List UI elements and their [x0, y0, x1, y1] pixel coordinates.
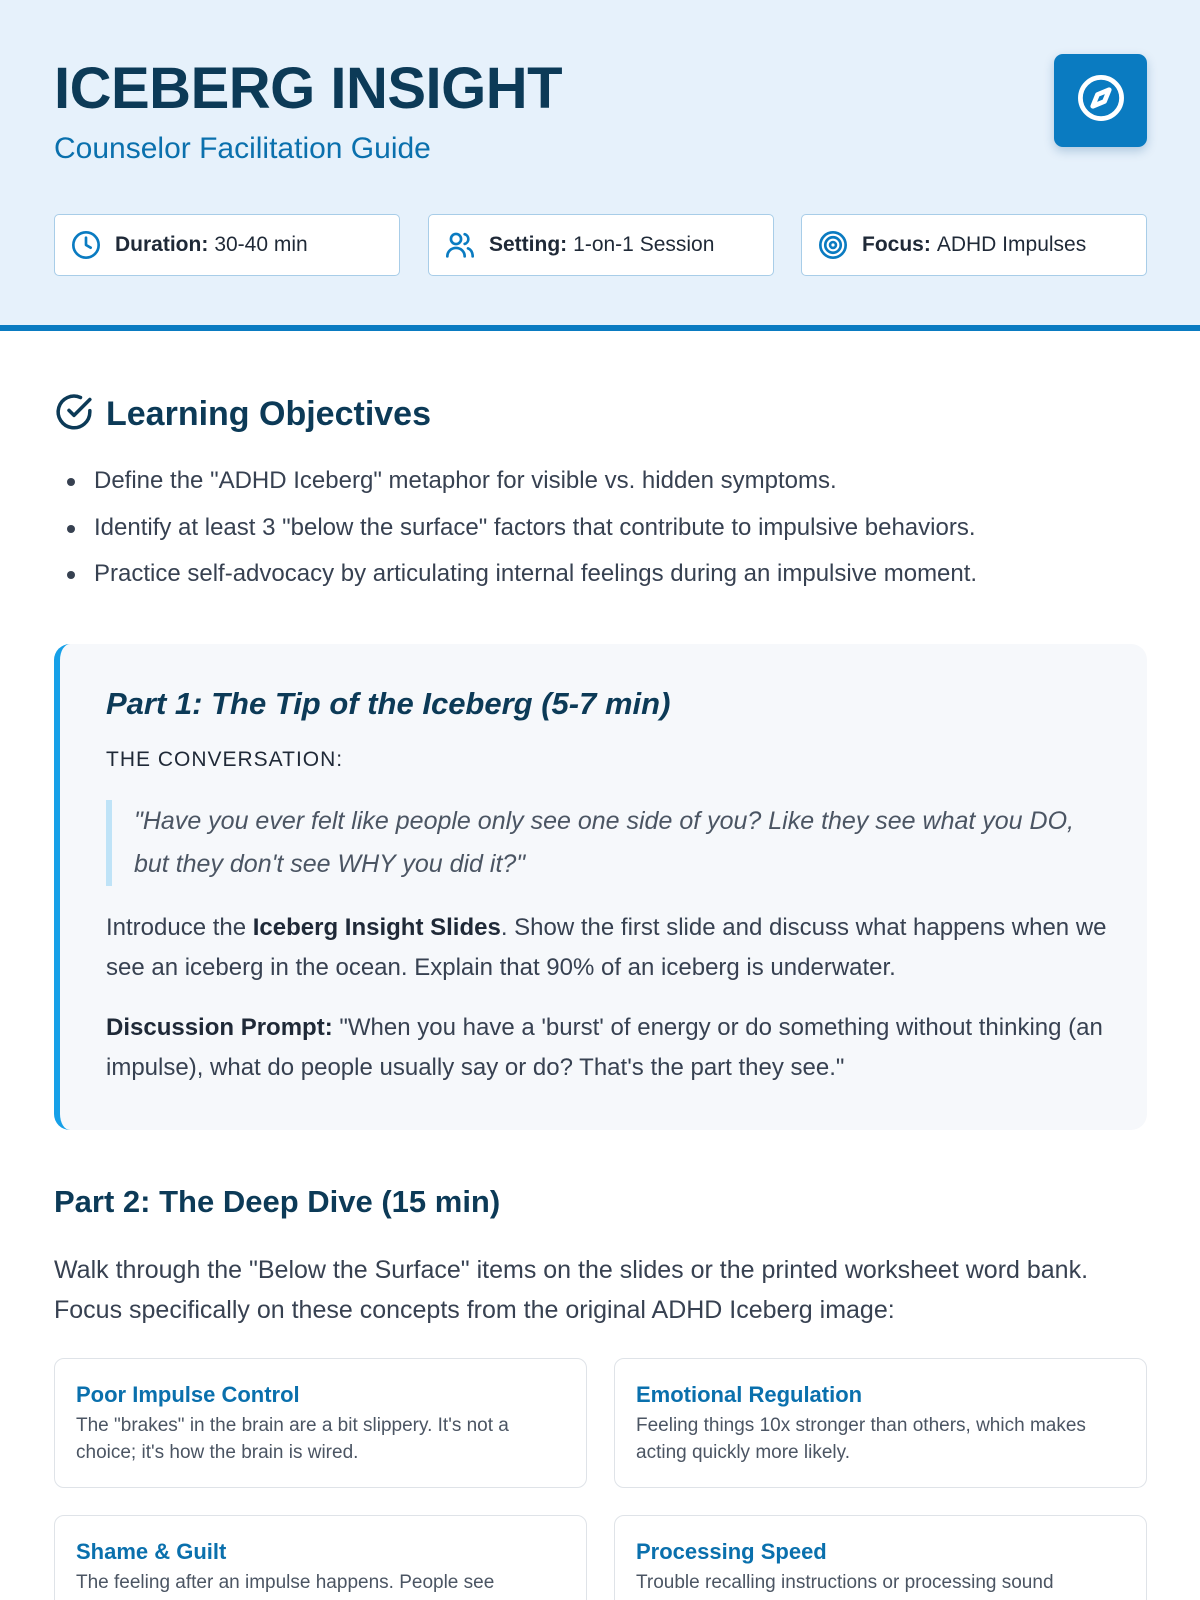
- part1-intro-text-2: . Show the first slide and discuss what happens when we see an iceberg in the ocean. Explain that 90% of an iceberg is underwater.: [106, 914, 1107, 981]
- list-item: Practice self-advocacy by articulating internal feelings during an impulsive moment.: [64, 551, 1164, 598]
- part1-quote: "Have you ever felt like people only see one side of you? Like they see what you DO, but they don't see WHY you did it?": [106, 800, 1096, 886]
- page-subtitle: Counselor Facilitation Guide: [54, 132, 431, 165]
- part2-title: Part 2: The Deep Dive (15 min): [54, 1184, 501, 1219]
- discussion-prompt-text: "When you have a 'burst' of energy or do something without thinking (an impulse), what do people usually say or do? That's the part they see.": [106, 1014, 1103, 1081]
- list-item: Define the "ADHD Iceberg" metaphor for visible vs. hidden symptoms.: [64, 458, 1164, 505]
- header-banner: [0, 0, 1200, 331]
- part1-title: Part 1: The Tip of the Iceberg (5-7 min): [106, 686, 671, 721]
- users-icon: [443, 228, 477, 262]
- concept-title: Processing Speed: [636, 1539, 827, 1564]
- concept-description: Trouble recalling instructions or processing sound: [636, 1572, 1054, 1593]
- clock-icon: [69, 228, 103, 262]
- concept-card: [54, 1515, 587, 1600]
- meta-focus: [801, 214, 1147, 276]
- meta-focus-value: ADHD Impulses: [936, 233, 1087, 256]
- target-icon: [816, 228, 850, 262]
- discussion-prompt-label: Discussion Prompt:: [106, 1014, 333, 1041]
- concept-description: Feeling things 10x stronger than others, which makes acting quickly more likely.: [636, 1415, 1086, 1463]
- part1-panel: [54, 644, 1147, 1130]
- part2-intro: Walk through the "Below the Surface" items on the slides or the printed worksheet word bank. Focus specifically on these concepts from the original ADHD Iceberg image:: [54, 1256, 1089, 1324]
- concept-description: The feeling after an impulse happens. People see: [76, 1572, 495, 1593]
- objectives-heading-text: Learning Objectives: [106, 394, 431, 433]
- concept-card: [614, 1358, 1147, 1488]
- slides-name: Iceberg Insight Slides: [252, 914, 501, 941]
- meta-focus-key: Focus:: [862, 233, 931, 256]
- objectives-heading: [54, 390, 431, 438]
- meta-duration-value: 30-40 min: [214, 233, 308, 256]
- meta-setting-key: Setting:: [489, 233, 568, 256]
- part1-intro-text: Introduce the: [106, 914, 253, 941]
- concept-card: [614, 1515, 1147, 1600]
- meta-setting-value: 1-on-1 Session: [573, 233, 715, 256]
- concept-title: Shame & Guilt: [76, 1539, 227, 1564]
- discussion-prompt: [106, 1008, 1116, 1088]
- compass-icon: [1075, 72, 1127, 129]
- page-title: ICEBERG INSIGHT: [54, 56, 563, 121]
- part1-intro: [106, 908, 1116, 988]
- meta-setting: [428, 214, 774, 276]
- concept-title: Emotional Regulation: [636, 1382, 863, 1407]
- list-item: Identify at least 3 "below the surface" factors that contribute to impulsive behaviors.: [64, 505, 1164, 552]
- concept-card: [54, 1358, 587, 1488]
- meta-duration-key: Duration:: [115, 233, 209, 256]
- part1-conversation-label: THE CONVERSATION:: [106, 748, 344, 771]
- check-circle-icon: [54, 392, 94, 437]
- meta-duration: [54, 214, 400, 276]
- concept-title: Poor Impulse Control: [76, 1382, 300, 1407]
- objectives-list: [64, 458, 1164, 598]
- concept-description: The "brakes" in the brain are a bit slippery. It's not a choice; it's how the brain is wired.: [76, 1415, 509, 1463]
- logo-badge: [1054, 54, 1147, 147]
